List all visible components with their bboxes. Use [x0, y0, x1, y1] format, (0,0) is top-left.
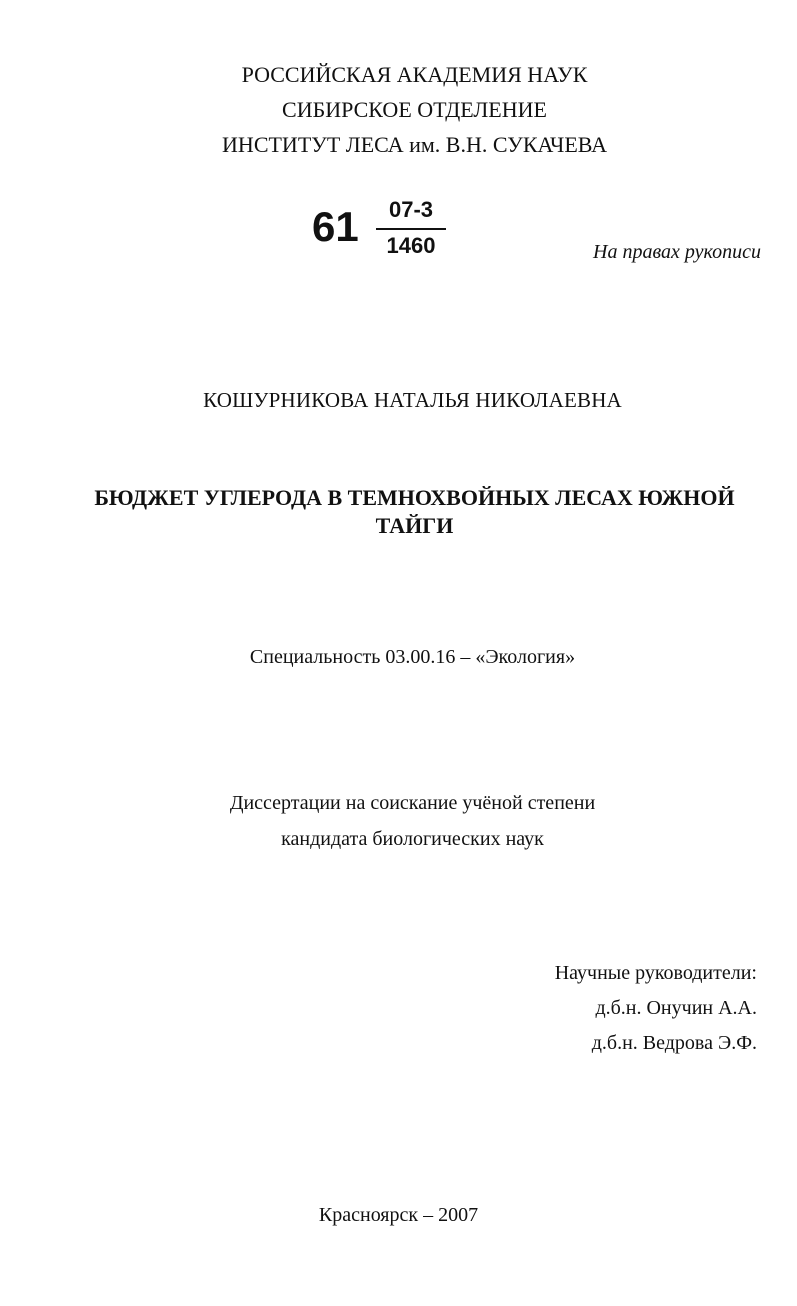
registry-code-main: 61 [312, 203, 359, 250]
advisor-name: д.б.н. Ведрова Э.Ф. [591, 1032, 757, 1054]
dissertation-title-line-1: БЮДЖЕТ УГЛЕРОДА В ТЕМНОХВОЙНЫХ ЛЕСАХ ЮЖНОЙ [94, 485, 735, 510]
place-and-year: Красноярск – 2007 [318, 1204, 479, 1226]
registry-code-denominator: 1460 [386, 233, 436, 258]
advisors-label: Научные руководители: [554, 962, 757, 984]
dissertation-title-line-2: ТАЙГИ [375, 513, 454, 538]
fraction-bar [376, 228, 446, 230]
degree-line-2: кандидата биологических наук [281, 828, 544, 850]
rights-note: На правах рукописи [593, 241, 761, 263]
specialty: Специальность 03.00.16 – «Экология» [249, 646, 576, 668]
institution-line-2: СИБИРСКОЕ ОТДЕЛЕНИЕ [282, 97, 547, 122]
registry-code-fraction [376, 198, 446, 258]
institution-line-1: РОССИЙСКАЯ АКАДЕМИЯ НАУК [241, 62, 588, 87]
degree-line-1: Диссертации на соискание учёной степени [229, 792, 596, 814]
registry-code-numerator: 07-3 [388, 197, 434, 222]
advisor-name: д.б.н. Онучин А.А. [595, 997, 757, 1019]
author-name: КОШУРНИКОВА НАТАЛЬЯ НИКОЛАЕВНА [203, 388, 622, 412]
institution-line-3: ИНСТИТУТ ЛЕСА им. В.Н. СУКАЧЕВА [222, 132, 607, 157]
